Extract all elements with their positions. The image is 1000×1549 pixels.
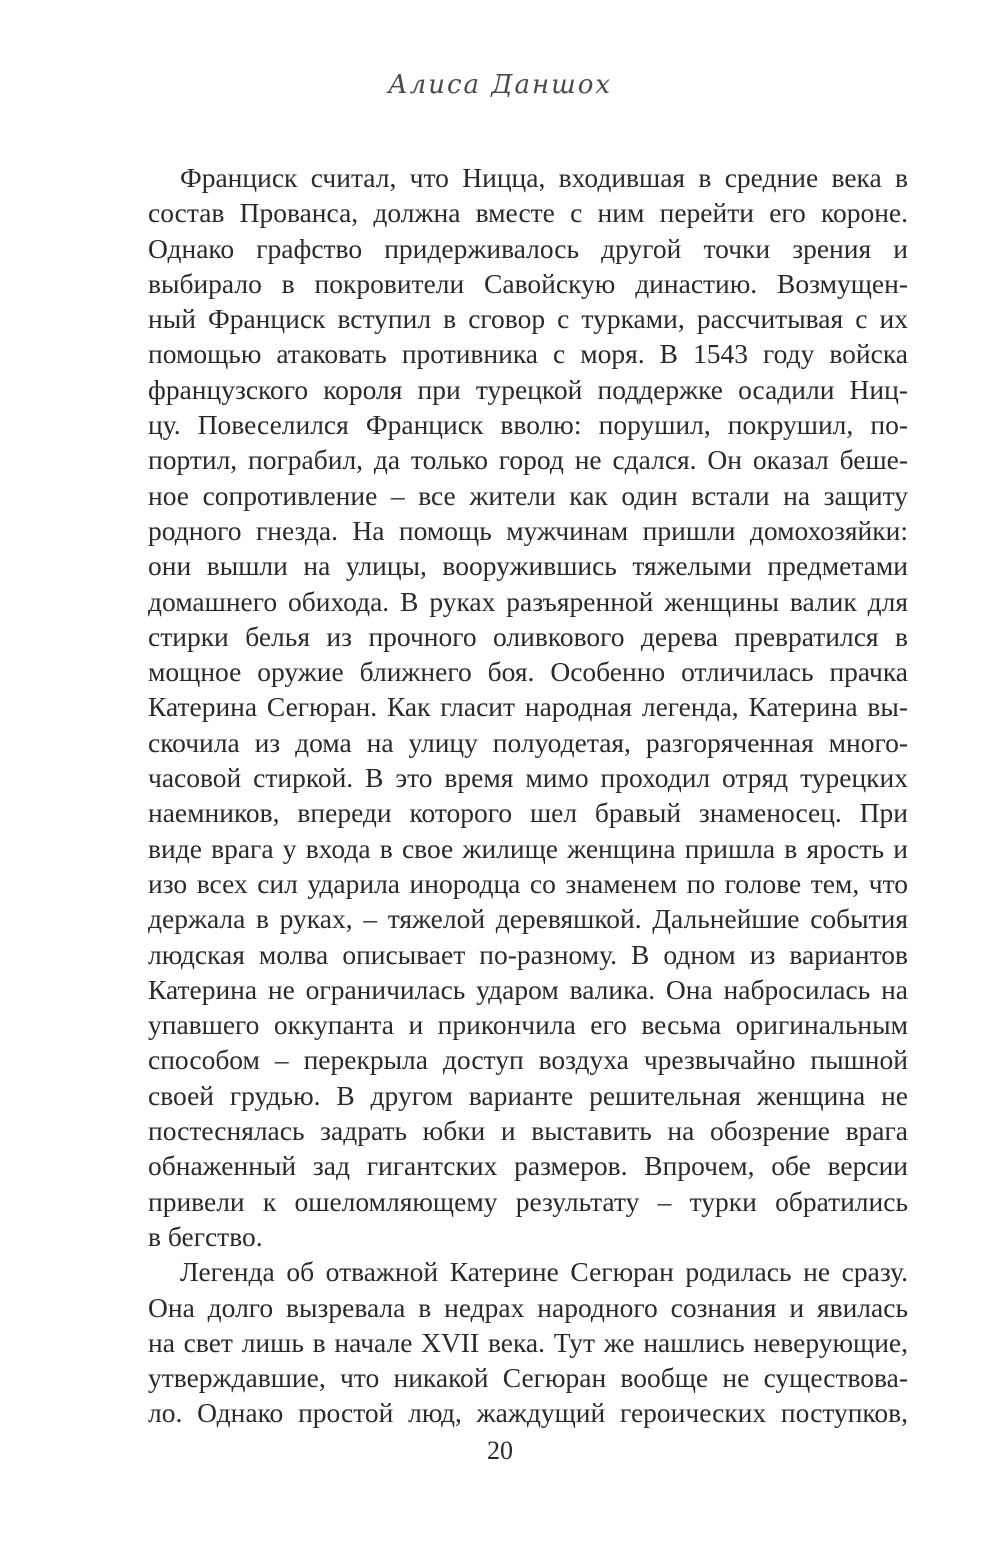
text-line: держала в руках, – тяжелой деревяшкой. Дальнейшие события [148,903,908,935]
text-line: цу. Повеселился Франциск вволю: порушил, покрушил, по- [148,409,908,441]
text-line: часовой стиркой. В это время мимо проходил отряд турецких [148,762,908,794]
text-line: упавшего оккупанта и прикончила его весьма оригинальным [148,1009,908,1041]
text-line: они вышли на улицы, вооружившись тяжелыми предметами [148,550,908,582]
text-line: французского короля при турецкой поддержке осадили Ниц- [148,373,908,405]
text-line: Франциск считал, что Ницца, входившая в средние века в [180,162,908,193]
text-line: Катерина Сегюран. Как гласит народная легенда, Катерина вы- [148,691,908,723]
text-line: в бегство. [148,1220,263,1252]
text-line: стирки белья из прочного оливкового дерева превратился в [148,620,908,652]
text-line: ное сопротивление – все жители как один встали на защиту [148,479,908,511]
paragraph [148,1254,908,1430]
body-text [148,160,908,1431]
text-line: людская молва описывает по-разному. В одном из вариантов [148,938,908,970]
text-line: мощное оружие ближнего боя. Особенно отличилась прачка [148,656,908,688]
page-number: 20 [487,1436,513,1465]
text-line: постеснялась задрать юбки и выставить на обозрение врага [148,1115,908,1147]
text-line: скочила из дома на улицу полуодетая, разгоряченная много- [148,726,908,758]
text-line: Катерина не ограничилась ударом валика. Она набросилась на [148,973,908,1005]
text-line: родного гнезда. На помощь мужчинам пришли домохозяйки: [148,514,908,546]
text-line: состав Прованса, должна вместе с ним перейти его короне. [148,197,908,229]
text-line: Она долго вызревала в недрах народного сознания и явилась [148,1291,908,1323]
text-line: Легенда об отважной Катерине Сегюран родилась не сразу. [180,1256,908,1288]
text-line: на свет лишь в начале XVII века. Тут же нашлись неверующие, [148,1326,908,1358]
text-line: привели к ошеломляющему результату – турки обратились [148,1185,908,1217]
paragraph [148,160,908,1254]
text-line: помощью атаковать противника с моря. В 1543 году войска [148,338,908,370]
text-line: наемников, впереди которого шел бравый знаменосец. При [148,797,908,829]
text-line: утверждавшие, что никакой Сегюран вообще не существова- [148,1362,908,1394]
text-line: изо всех сил ударила инородца со знаменем по голове тем, что [148,867,908,899]
text-line: виде врага у входа в свое жилище женщина пришла в ярость и [148,832,908,864]
text-line: домашнего обихода. В руках разъяренной женщины валик для [148,585,908,617]
text-line: способом – перекрыла доступ воздуха чрезвычайно пышной [148,1044,908,1076]
text-line: выбирало в покровители Савойскую династию. Возмущен- [148,267,908,299]
text-line: портил, пограбил, да только город не сдался. Он оказал беше- [148,444,908,476]
text-line: ло. Однако простой люд, жаждущий героических поступков, [148,1397,908,1429]
text-line: обнаженный зад гигантских размеров. Впрочем, обе версии [148,1150,908,1182]
text-line: Однако графство придерживалось другой точки зрения и [148,232,908,264]
running-head: Алиса Даншох [387,70,613,100]
text-line: своей грудью. В другом варианте решительная женщина не [148,1079,908,1111]
text-line: ный Франциск вступил в сговор с турками, рассчитывая с их [148,303,908,335]
